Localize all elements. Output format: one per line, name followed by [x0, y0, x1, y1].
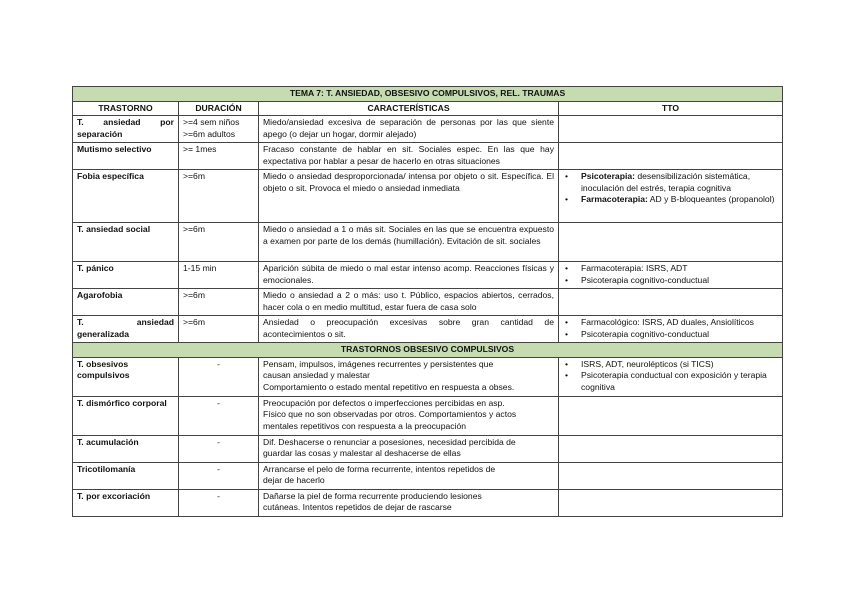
disorder-name: T. por excoriación — [73, 489, 179, 516]
tto-cell — [559, 316, 783, 343]
col-header-duracion: DURACIÓN — [179, 101, 259, 116]
tto-cell — [559, 143, 783, 170]
characteristics-line: Dif. Deshacerse o renunciar a posesiones, necesidad percibida de — [263, 436, 516, 447]
characteristics-line: causan ansiedad y malestar — [263, 370, 371, 381]
tto-cell — [559, 357, 783, 396]
duration-line: >=6m adultos — [183, 128, 236, 139]
table-title: TEMA 7: T. ANSIEDAD, OBSESIVO COMPULSIVOS, REL. TRAUMAS — [73, 87, 783, 102]
characteristics-cell: Miedo o ansiedad desproporcionada/ intensa por objeto o sit. Específica. El objeto o sit. Provoca el miedo o ansiedad inmediata — [259, 170, 559, 223]
characteristics-cell: Aparición súbita de miedo o mal estar intenso acomp. Reacciones físicas y emocionales. — [259, 262, 559, 289]
characteristics-cell: Miedo o ansiedad a 2 o más: uso t. Público, espacios abiertos, cerrados, hacer cola o en medio multitud, estar fuera de casa solo — [259, 289, 559, 316]
tto-item-text: Farmacológico: ISRS, AD duales, Ansiolíticos — [581, 317, 754, 328]
section-header-row — [73, 343, 783, 358]
duration-cell — [179, 170, 259, 223]
duration-cell — [179, 289, 259, 316]
tto-cell — [559, 289, 783, 316]
duration-cell — [179, 316, 259, 343]
duration-cell: - — [179, 435, 259, 462]
duration-cell — [179, 143, 259, 170]
duration-cell — [179, 223, 259, 262]
duration-cell: - — [179, 396, 259, 435]
characteristics-line: Comportamiento o estado mental repetitivo en respuesta a obses. — [263, 381, 515, 392]
bullet-icon: • — [565, 328, 569, 339]
table-row — [73, 435, 783, 462]
tto-cell — [559, 223, 783, 262]
bullet-icon: • — [565, 317, 569, 328]
tto-item-label: Farmacoterapia: — [581, 194, 648, 205]
disorders-table — [72, 86, 783, 517]
characteristics-line: Pensam, impulsos, imágenes recurrentes y persistentes que — [263, 358, 494, 369]
duration-cell — [179, 262, 259, 289]
table-row — [73, 262, 783, 289]
disorder-name: T. obsesivos compulsivos — [73, 357, 179, 396]
disorder-name: Agarofobia — [73, 289, 179, 316]
duration-line: 1-15 min — [183, 263, 217, 274]
duration-line: >=6m — [183, 171, 205, 182]
characteristics-cell: Miedo o ansiedad a 1 o más sit. Sociales en las que se encuentra expuesto a examen por parte de los demás (humillación). Evitación de sit. sociales — [259, 223, 559, 262]
duration-cell: - — [179, 357, 259, 396]
tto-item-text: Psicoterapia cognitivo-conductual — [581, 328, 710, 339]
disorder-name: Mutismo selectivo — [73, 143, 179, 170]
table-row — [73, 489, 783, 516]
characteristics-cell — [259, 357, 559, 396]
table-title-row — [73, 87, 783, 102]
duration-line: >=6m — [183, 317, 205, 328]
characteristics-line: Preocupación por defectos o imperfecciones percibidas en asp. — [263, 397, 505, 408]
tto-cell — [559, 435, 783, 462]
tto-item — [563, 171, 778, 194]
duration-line: >= 1mes — [183, 144, 217, 155]
disorder-name: Fobia específica — [73, 170, 179, 223]
characteristics-cell: Fracaso constante de hablar en sit. Sociales espec. En las que hay expectativa por hablar a pesar de hacerlo en otras situaciones — [259, 143, 559, 170]
tto-item-text: Psicoterapia cognitivo-conductual — [581, 274, 710, 285]
characteristics-line: cutáneas. Intentos repetidos de dejar de rascarse — [263, 502, 452, 513]
bullet-icon: • — [565, 358, 569, 369]
characteristics-cell — [259, 489, 559, 516]
duration-cell: - — [179, 462, 259, 489]
col-header-caracteristicas: CARACTERÍSTICAS — [259, 101, 559, 116]
characteristics-cell — [259, 396, 559, 435]
section-title: TRASTORNOS OBSESIVO COMPULSIVOS — [73, 343, 783, 358]
tto-item — [563, 317, 778, 329]
disorder-name: T. pánico — [73, 262, 179, 289]
characteristics-line: Dañarse la piel de forma recurrente produciendo lesiones — [263, 490, 482, 501]
disorder-name: T. acumulación — [73, 435, 179, 462]
col-header-trastorno: TRASTORNO — [73, 101, 179, 116]
characteristics-line: mentales repetitivos con respuesta a la preocupación — [263, 420, 467, 431]
characteristics-cell — [259, 462, 559, 489]
characteristics-line: dejar de hacerlo — [263, 475, 325, 486]
tto-item-text: ISRS, ADT, neurolépticos (si TICS) — [581, 358, 714, 369]
duration-cell: - — [179, 489, 259, 516]
table-row — [73, 143, 783, 170]
tto-item — [563, 370, 778, 393]
table-row — [73, 357, 783, 396]
characteristics-cell: Miedo/ansiedad excesiva de separación de personas por las que siente apego (o dejar un hogar, dormir alejado) — [259, 116, 559, 143]
table-row — [73, 116, 783, 143]
tto-item-text: Farmacoterapia: ISRS, ADT — [581, 263, 688, 274]
tto-item — [563, 275, 778, 287]
bullet-icon: • — [565, 171, 569, 182]
table-row — [73, 396, 783, 435]
duration-cell — [179, 116, 259, 143]
characteristics-cell — [259, 435, 559, 462]
tto-item-text: Psicoterapia conductual con exposición y terapia cognitiva — [581, 370, 767, 392]
tto-cell — [559, 396, 783, 435]
tto-cell — [559, 462, 783, 489]
characteristics-line: guardar las cosas y malestar al deshacerse de ellas — [263, 448, 461, 459]
col-header-tto: TTO — [559, 101, 783, 116]
tto-item-label: Psicoterapia: — [581, 171, 635, 182]
disorder-name: T. ansiedad por separación — [73, 116, 179, 143]
tto-item — [563, 329, 778, 341]
column-header-row — [73, 101, 783, 116]
tto-item-text: AD y B-bloqueantes (propanolol) — [647, 194, 775, 205]
bullet-icon: • — [565, 274, 569, 285]
table-row — [73, 223, 783, 262]
tto-item — [563, 263, 778, 275]
table-row — [73, 462, 783, 489]
characteristics-line: Físico que no son observadas por otros. Comportamientos y actos — [263, 409, 517, 420]
characteristics-line: Arrancarse el pelo de forma recurrente, intentos repetidos de — [263, 463, 496, 474]
tto-item-text: desensibilización sistemática, inoculación del estrés, terapia cognitiva — [581, 171, 751, 193]
duration-line: >=6m — [183, 224, 205, 235]
table-row — [73, 316, 783, 343]
disorder-name: T. dismórfico corporal — [73, 396, 179, 435]
tto-cell — [559, 262, 783, 289]
tto-item — [563, 194, 778, 206]
bullet-icon: • — [565, 370, 569, 381]
tto-cell — [559, 489, 783, 516]
bullet-icon: • — [565, 194, 569, 205]
bullet-icon: • — [565, 263, 569, 274]
duration-line: >=6m — [183, 290, 205, 301]
duration-line: >=4 sem niños — [183, 117, 240, 128]
tto-item — [563, 359, 778, 371]
disorder-name: T. ansiedad social — [73, 223, 179, 262]
disorder-name: Tricotilomanía — [73, 462, 179, 489]
characteristics-cell: Ansiedad o preocupación excesivas sobre gran cantidad de acontecimientos o sit. — [259, 316, 559, 343]
disorder-name: T. ansiedad generalizada — [73, 316, 179, 343]
table-row — [73, 289, 783, 316]
tto-cell — [559, 170, 783, 223]
table-row — [73, 170, 783, 223]
tto-cell — [559, 116, 783, 143]
